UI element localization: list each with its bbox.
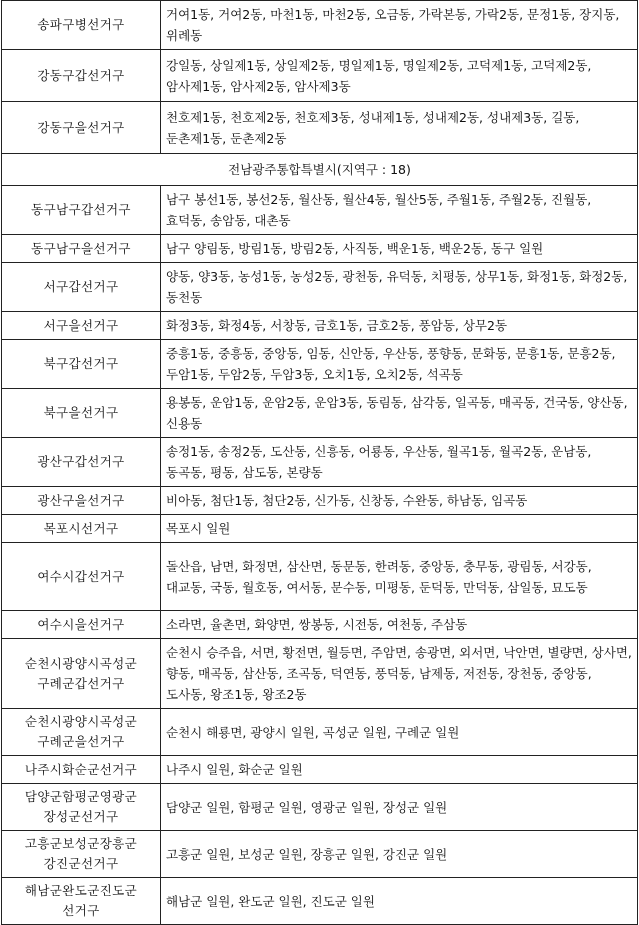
section-title: 전남광주통합특별시(지역구 : 18) [2,154,638,186]
district-row [2,543,638,611]
district-areas: 나주시 일원, 화순군 일원 [161,756,638,784]
section-header-row [2,154,638,186]
district-row [2,186,638,235]
district-name: 고흥군보성군장흥군 강진군선거구 [2,831,161,878]
district-areas: 소라면, 율촌면, 화양면, 쌍봉동, 시전동, 여천동, 주삼동 [161,611,638,639]
district-areas: 용봉동, 운암1동, 운암2동, 운암3동, 동림동, 삼각동, 일곡동, 매곡동, 건국동, 양산동, 신용동 [161,389,638,438]
district-name: 북구을선거구 [2,389,161,438]
district-areas: 비아동, 첨단1동, 첨단2동, 신가동, 신창동, 수완동, 하남동, 임곡동 [161,487,638,515]
district-areas: 목포시 일원 [161,515,638,543]
district-areas: 해남군 일원, 완도군 일원, 진도군 일원 [161,878,638,925]
district-areas: 고흥군 일원, 보성군 일원, 장흥군 일원, 강진군 일원 [161,831,638,878]
district-row [2,515,638,543]
district-name: 송파구병선거구 [2,1,161,50]
district-name: 목포시선거구 [2,515,161,543]
district-areas: 중흥1동, 중흥동, 중앙동, 임동, 신안동, 우산동, 풍향동, 문화동, 문흥1동, 문흥2동, 두암1동, 두암2동, 두암3동, 오치1동, 오치2동, 석곡동 [161,340,638,389]
district-name: 동구남구갑선거구 [2,186,161,235]
district-table [1,0,638,925]
district-row [2,611,638,639]
district-name: 강동구을선거구 [2,102,161,154]
district-name: 순천시광양시곡성군 구례군을선거구 [2,709,161,756]
district-row [2,50,638,102]
district-row [2,756,638,784]
district-row [2,878,638,925]
district-areas: 거여1동, 거여2동, 마천1동, 마천2동, 오금동, 가락본동, 가락2동, 문정1동, 장지동, 위례동 [161,1,638,50]
district-row [2,312,638,340]
district-name: 서구을선거구 [2,312,161,340]
district-row [2,263,638,312]
district-areas: 순천시 해룡면, 광양시 일원, 곡성군 일원, 구례군 일원 [161,709,638,756]
district-row [2,438,638,487]
district-name: 순천시광양시곡성군 구례군갑선거구 [2,639,161,709]
district-row [2,487,638,515]
district-name: 담양군함평군영광군 장성군선거구 [2,784,161,831]
district-row [2,784,638,831]
district-areas: 송정1동, 송정2동, 도산동, 신흥동, 어룡동, 우산동, 월곡1동, 월곡2동, 운남동, 동곡동, 평동, 삼도동, 본량동 [161,438,638,487]
district-name: 동구남구을선거구 [2,235,161,263]
district-name: 북구갑선거구 [2,340,161,389]
district-row [2,709,638,756]
district-areas: 양동, 양3동, 농성1동, 농성2동, 광천동, 유덕동, 치평동, 상무1동, 화정1동, 화정2동, 동천동 [161,263,638,312]
district-row [2,235,638,263]
district-name: 여수시갑선거구 [2,543,161,611]
district-row [2,639,638,709]
district-name: 광산구을선거구 [2,487,161,515]
district-table-body [2,1,638,925]
district-row [2,831,638,878]
district-areas: 순천시 승주읍, 서면, 황전면, 월등면, 주암면, 송광면, 외서면, 낙안면, 별량면, 상사면, 향동, 매곡동, 삼산동, 조곡동, 덕연동, 풍덕동, 남제동, 저전동, 장천동, 중앙동, 도사동, 왕조1동, 왕조2동 [161,639,638,709]
district-areas: 화정3동, 화정4동, 서창동, 금호1동, 금호2동, 풍암동, 상무2동 [161,312,638,340]
district-row [2,340,638,389]
district-areas: 강일동, 상일제1동, 상일제2동, 명일제1동, 명일제2동, 고덕제1동, 고덕제2동, 암사제1동, 암사제2동, 암사제3동 [161,50,638,102]
district-row [2,102,638,154]
district-row [2,1,638,50]
district-name: 여수시을선거구 [2,611,161,639]
district-areas: 천호제1동, 천호제2동, 천호제3동, 성내제1동, 성내제2동, 성내제3동, 길동, 둔촌제1동, 둔촌제2동 [161,102,638,154]
district-name: 해남군완도군진도군 선거구 [2,878,161,925]
district-areas: 돌산읍, 남면, 화정면, 삼산면, 동문동, 한려동, 중앙동, 충무동, 광림동, 서강동, 대교동, 국동, 월호동, 여서동, 문수동, 미평동, 둔덕동, 만덕동, 삼일동, 묘도동 [161,543,638,611]
district-name: 광산구갑선거구 [2,438,161,487]
district-name: 서구갑선거구 [2,263,161,312]
district-areas: 담양군 일원, 함평군 일원, 영광군 일원, 장성군 일원 [161,784,638,831]
district-areas: 남구 봉선1동, 봉선2동, 월산동, 월산4동, 월산5동, 주월1동, 주월2동, 진월동, 효덕동, 송암동, 대촌동 [161,186,638,235]
district-row [2,389,638,438]
district-name: 나주시화순군선거구 [2,756,161,784]
district-name: 강동구갑선거구 [2,50,161,102]
district-areas: 남구 양림동, 방림1동, 방림2동, 사직동, 백운1동, 백운2동, 동구 일원 [161,235,638,263]
